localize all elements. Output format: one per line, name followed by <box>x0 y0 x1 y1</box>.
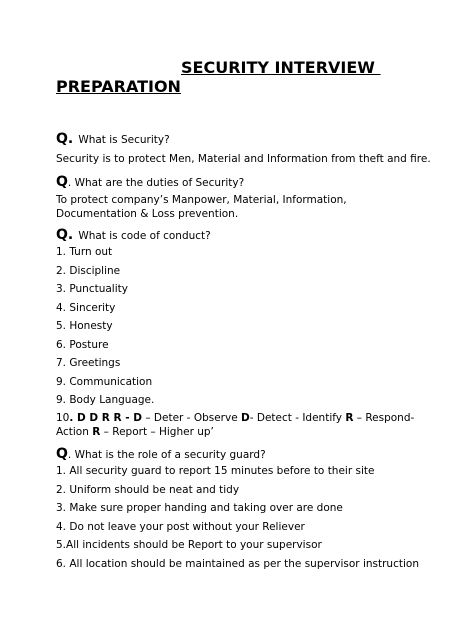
question-text: . What are the duties of Security? <box>67 177 245 189</box>
item-text: – Respond- Action <box>56 412 415 438</box>
q-marker: Q <box>56 174 68 190</box>
answer-2: To protect company’s Manpower, Material, Information, Documentation & Loss prevention. <box>56 194 347 220</box>
acronym-letter: D <box>241 412 250 424</box>
list-item: 2. Discipline <box>56 265 121 277</box>
document-title-line-1: SECURITY INTERVIEW <box>181 58 381 77</box>
list-item: 6. All location should be maintained as per the supervisor instruction <box>56 558 419 570</box>
q-marker-suffix: . <box>67 131 74 147</box>
list-item: 2. Uniform should be neat and tidy <box>56 484 240 496</box>
list-item: 5. Honesty <box>56 320 113 332</box>
list-item: 1. Turn out <box>56 246 113 258</box>
list-item: 1. All security guard to report 15 minutes before to their site <box>56 465 375 477</box>
list-item: 4. Sincerity <box>56 302 116 314</box>
list-item: 7. Greetings <box>56 357 121 369</box>
question-text: What is code of conduct? <box>78 230 211 242</box>
list-item-ddrr <box>56 411 416 439</box>
q-marker: Q <box>56 446 68 462</box>
question-3 <box>56 224 211 243</box>
question-text: What is Security? <box>78 134 170 146</box>
question-1 <box>56 128 170 147</box>
acronym-letter: R <box>345 412 354 424</box>
item-text: – Report – Higher up’ <box>100 426 214 438</box>
item-text: – Deter - Observe <box>141 412 242 424</box>
list-item: 3. Punctuality <box>56 283 128 295</box>
answer-1: Security is to protect Men, Material and Information from theft and fire. <box>56 153 431 165</box>
acronym-letter: R <box>92 426 101 438</box>
list-item: 9. Communication <box>56 376 153 388</box>
list-item: 3. Make sure proper handing and taking over are done <box>56 502 343 514</box>
question-2 <box>56 171 244 190</box>
list-item: 6. Posture <box>56 339 109 351</box>
item-number: 10 <box>56 412 70 424</box>
q-marker: Q <box>56 227 68 243</box>
q-marker: Q <box>56 131 68 147</box>
item-text: - Detect - Identify <box>249 412 346 424</box>
question-text: . What is the role of a security guard? <box>67 449 266 461</box>
list-item: 5.All incidents should be Report to your supervisor <box>56 539 322 551</box>
question-4 <box>56 443 266 462</box>
document-title-line-2: PREPARATION <box>56 77 181 96</box>
acronym: . D D R R - D <box>69 412 142 424</box>
q-marker-suffix: . <box>67 227 74 243</box>
list-item: 4. Do not leave your post without your Reliever <box>56 521 305 533</box>
list-item: 9. Body Language. <box>56 394 155 406</box>
